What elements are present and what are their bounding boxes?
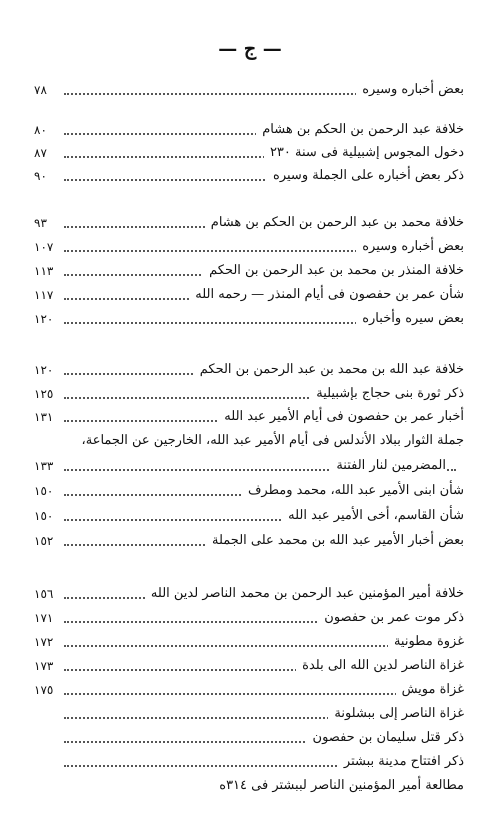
entry-title: ذكر موت عمر بن حفصون bbox=[318, 607, 464, 629]
toc-entry bbox=[34, 655, 464, 677]
entry-title: بعض أخبار الأمير عبد الله بن محمد على الجملة bbox=[206, 530, 464, 552]
entry-title: بعض أخباره وسيره bbox=[356, 236, 464, 258]
entry-title: خلافة محمد بن عبد الرحمن بن الحكم بن هشام bbox=[205, 212, 464, 234]
toc-entry bbox=[34, 236, 464, 258]
toc-entry bbox=[34, 165, 464, 187]
toc-entry bbox=[34, 308, 464, 330]
toc-entry bbox=[34, 480, 464, 502]
entry-title: غزاة مويش bbox=[396, 679, 464, 701]
entry-page: ١٢٠ bbox=[34, 312, 54, 326]
toc-entry bbox=[34, 583, 464, 605]
toc-entry bbox=[34, 284, 464, 306]
entry-page: ١٧١ bbox=[34, 611, 54, 625]
entry-title: المضرمين لنار الفتنة bbox=[330, 455, 446, 477]
entry-page: ٩٣ bbox=[34, 216, 47, 230]
toc-entry bbox=[34, 383, 464, 405]
entry-page: ١٥٠ bbox=[34, 509, 54, 523]
entry-page: ١٥٠ bbox=[34, 484, 54, 498]
toc-entry bbox=[34, 679, 464, 701]
entry-title: بعض سيره وأخباره bbox=[356, 308, 464, 330]
toc-entry bbox=[34, 212, 464, 234]
entry-title: شأن عمر بن حفصون فى أيام المنذر — رحمه الله bbox=[189, 284, 464, 306]
entry-page: ٧٨ bbox=[34, 83, 47, 97]
entry-title: غزاة الناصر إلى ببشلونة bbox=[328, 703, 464, 725]
entry-page: ١٣٣ bbox=[34, 459, 54, 473]
entry-title: دخول المجوس إشبيلية فى سنة ٢٣٠ bbox=[264, 142, 464, 164]
entry-title: خلافة أمير المؤمنين عبد الرحمن بن محمد الناصر لدين الله bbox=[145, 583, 464, 605]
entry-page: ١٥٦ bbox=[34, 587, 54, 601]
entry-page: ٨٧ bbox=[34, 146, 47, 160]
entry-title: ذكر بعض أخباره على الجملة وسيره bbox=[267, 165, 464, 187]
entry-title: شأن ابنى الأمير عبد الله، محمد ومطرف bbox=[242, 480, 464, 502]
entry-page: ١٧٥ bbox=[34, 683, 54, 697]
toc-entry bbox=[34, 727, 464, 749]
toc-entry bbox=[34, 751, 464, 773]
toc-entry bbox=[34, 703, 464, 725]
page-marker: — ج — bbox=[218, 38, 282, 60]
toc-entry bbox=[34, 631, 464, 653]
entry-title: غزاة الناصر لدين الله الى بلدة bbox=[296, 655, 464, 677]
entry-title: بعض أخباره وسيره bbox=[356, 79, 464, 101]
toc-entry bbox=[34, 505, 464, 527]
entry-page: ١٧٢ bbox=[34, 635, 54, 649]
entry-page: ١٢٠ bbox=[34, 363, 54, 377]
toc-entry bbox=[34, 260, 464, 282]
entry-title: ذكر افتتاح مدينة ببشتر bbox=[338, 751, 464, 773]
toc-entry bbox=[34, 142, 464, 164]
entry-title: شأن القاسم، أخى الأمير عبد الله bbox=[282, 505, 464, 527]
entry-title: غزوة مطونية bbox=[388, 631, 464, 653]
entry-title: ذكر قتل سليمان بن حفصون bbox=[307, 727, 464, 749]
toc-entry bbox=[34, 359, 464, 381]
entry-title: ذكر ثورة بنى حجاج بإشبيلية bbox=[310, 383, 464, 405]
entry-page: ١٧٣ bbox=[34, 659, 54, 673]
toc-entry bbox=[34, 607, 464, 629]
entry-page: ١٣١ bbox=[34, 410, 54, 424]
entry-page: ٩٠ bbox=[34, 169, 47, 183]
entry-page: ١١٣ bbox=[34, 264, 54, 278]
entry-page: ١٢٥ bbox=[34, 387, 54, 401]
entry-title: خلافة عبد الله بن محمد بن عبد الرحمن بن الحكم bbox=[194, 359, 464, 381]
toc-entry bbox=[34, 530, 464, 552]
entry-page: ١٠٧ bbox=[34, 240, 54, 254]
entry-title: خلافة عبد الرحمن بن الحكم بن هشام bbox=[256, 119, 464, 141]
toc-entry bbox=[34, 430, 464, 452]
toc-entry bbox=[34, 119, 464, 141]
entry-title: خلافة المنذر بن محمد بن عبد الرحمن بن الحكم bbox=[203, 260, 464, 282]
entry-title: جملة الثوار ببلاد الأندلس فى أيام الأمير عبد الله، الخارجين عن الجماعة، bbox=[76, 430, 464, 452]
entry-page: ٨٠ bbox=[34, 123, 47, 137]
toc-entry bbox=[34, 775, 464, 797]
entry-title: أخبار عمر بن حفصون فى أيام الأمير عبد الله bbox=[218, 406, 464, 428]
toc-entry bbox=[34, 455, 464, 477]
entry-page: ١٥٢ bbox=[34, 534, 54, 548]
toc-entry bbox=[34, 79, 464, 101]
entry-title: مطالعة أمير المؤمنين الناصر لببشتر فى ٣١٤ه bbox=[213, 775, 464, 797]
entry-page: ١١٧ bbox=[34, 288, 54, 302]
toc-entry bbox=[34, 406, 464, 428]
